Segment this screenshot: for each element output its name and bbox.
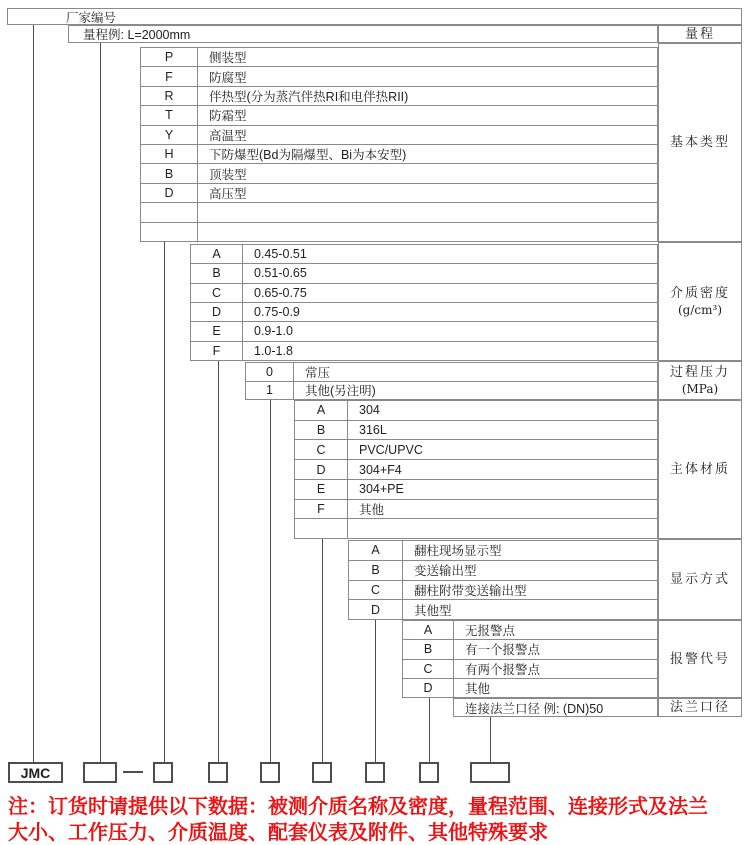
option-row: T 防霜型 [141,105,657,124]
option-row: D 其他型 [349,599,657,619]
option-row: B 316L [295,420,657,440]
option-row: F 防腐型 [141,66,657,85]
option-row: 0 常压 [246,363,657,381]
section-density [190,244,658,361]
code-box-pressure [260,762,280,783]
category-label-alarm: 报警代号 [658,620,742,698]
option-row: A 无报警点 [403,621,657,639]
option-row: C 翻柱附带变送输出型 [349,580,657,600]
option-row: B 有一个报警点 [403,639,657,658]
option-row: B 顶装型 [141,163,657,182]
connector-range [100,43,101,762]
option-row: E 0.9-1.0 [191,321,657,340]
model-code-box: JMC [8,762,63,783]
dash-separator [123,771,143,773]
option-row: Y 高温型 [141,125,657,144]
option-row-empty [141,222,657,241]
option-row-empty [141,202,657,221]
section-display [348,540,658,620]
option-row: D 0.75-0.9 [191,302,657,321]
flange-size-text: 连接法兰口径 例: (DN)50 [465,701,604,716]
option-row: D 其他 [403,678,657,697]
section-basic-type [140,47,658,242]
option-row: 1 其他(另注明) [246,381,657,400]
option-row: C 0.65-0.75 [191,283,657,302]
option-row: D 高压型 [141,183,657,202]
category-label-range: 量程 [658,25,742,43]
option-row: A 304 [295,401,657,420]
code-box-display [365,762,385,783]
factory-number-label: 厂家编号 [66,10,117,25]
option-row: C 有两个报警点 [403,659,657,678]
option-row: H 下防爆型(Bd为隔爆型、Bi为本安型) [141,144,657,163]
connector-flange [490,717,491,762]
connector-display [375,620,376,762]
option-row: B 变送输出型 [349,560,657,580]
ordering-note [8,794,748,845]
ordering-note-line1: 注：订货时请提供以下数据：被测介质名称及密度，量程范围、连接形式及法兰 [8,796,708,818]
code-box-material [312,762,332,783]
option-row: R 伴热型(分为蒸汽伴热RI和电伴热RII) [141,86,657,105]
connector-basic-type [164,242,165,762]
connector-alarm [429,698,430,762]
connector-factory [33,25,34,762]
category-label-display: 显示方式 [658,539,742,620]
option-row: C PVC/UPVC [295,439,657,459]
option-row: D 304+F4 [295,459,657,479]
connector-pressure [270,400,271,762]
option-row: E 304+PE [295,479,657,499]
option-row: A 翻柱现场显示型 [349,541,657,560]
section-alarm [402,620,658,698]
range-example-text: 量程例: L=2000mm [83,28,191,42]
code-box-alarm [419,762,439,783]
category-label-material: 主体材质 [658,400,742,539]
section-pressure [245,362,658,400]
option-row: P 侧装型 [141,48,657,66]
range-example-row [68,25,658,43]
category-label-pressure: 过程压力 (MPa) [658,361,742,400]
flange-size-row [453,698,658,717]
code-box-basic-type [153,762,173,783]
code-box-flange [470,762,510,783]
factory-number-row [7,8,742,25]
connector-material [322,539,323,762]
option-row-empty [295,518,657,538]
connector-density [218,361,219,762]
option-row: B 0.51-0.65 [191,263,657,282]
category-label-flange: 法兰口径 [658,698,742,717]
option-row: F 其他 [295,499,657,519]
section-material [294,400,658,539]
category-label-density: 介质密度 (g/cm³) [658,242,742,361]
code-box-density [208,762,228,783]
code-box-range [83,762,117,783]
option-row: A 0.45-0.51 [191,245,657,263]
option-row: F 1.0-1.8 [191,341,657,360]
category-label-basic-type: 基本类型 [658,43,742,242]
ordering-note-line2: 大小、工作压力、介质温度、配套仪表及附件、其他特殊要求 [8,822,548,844]
